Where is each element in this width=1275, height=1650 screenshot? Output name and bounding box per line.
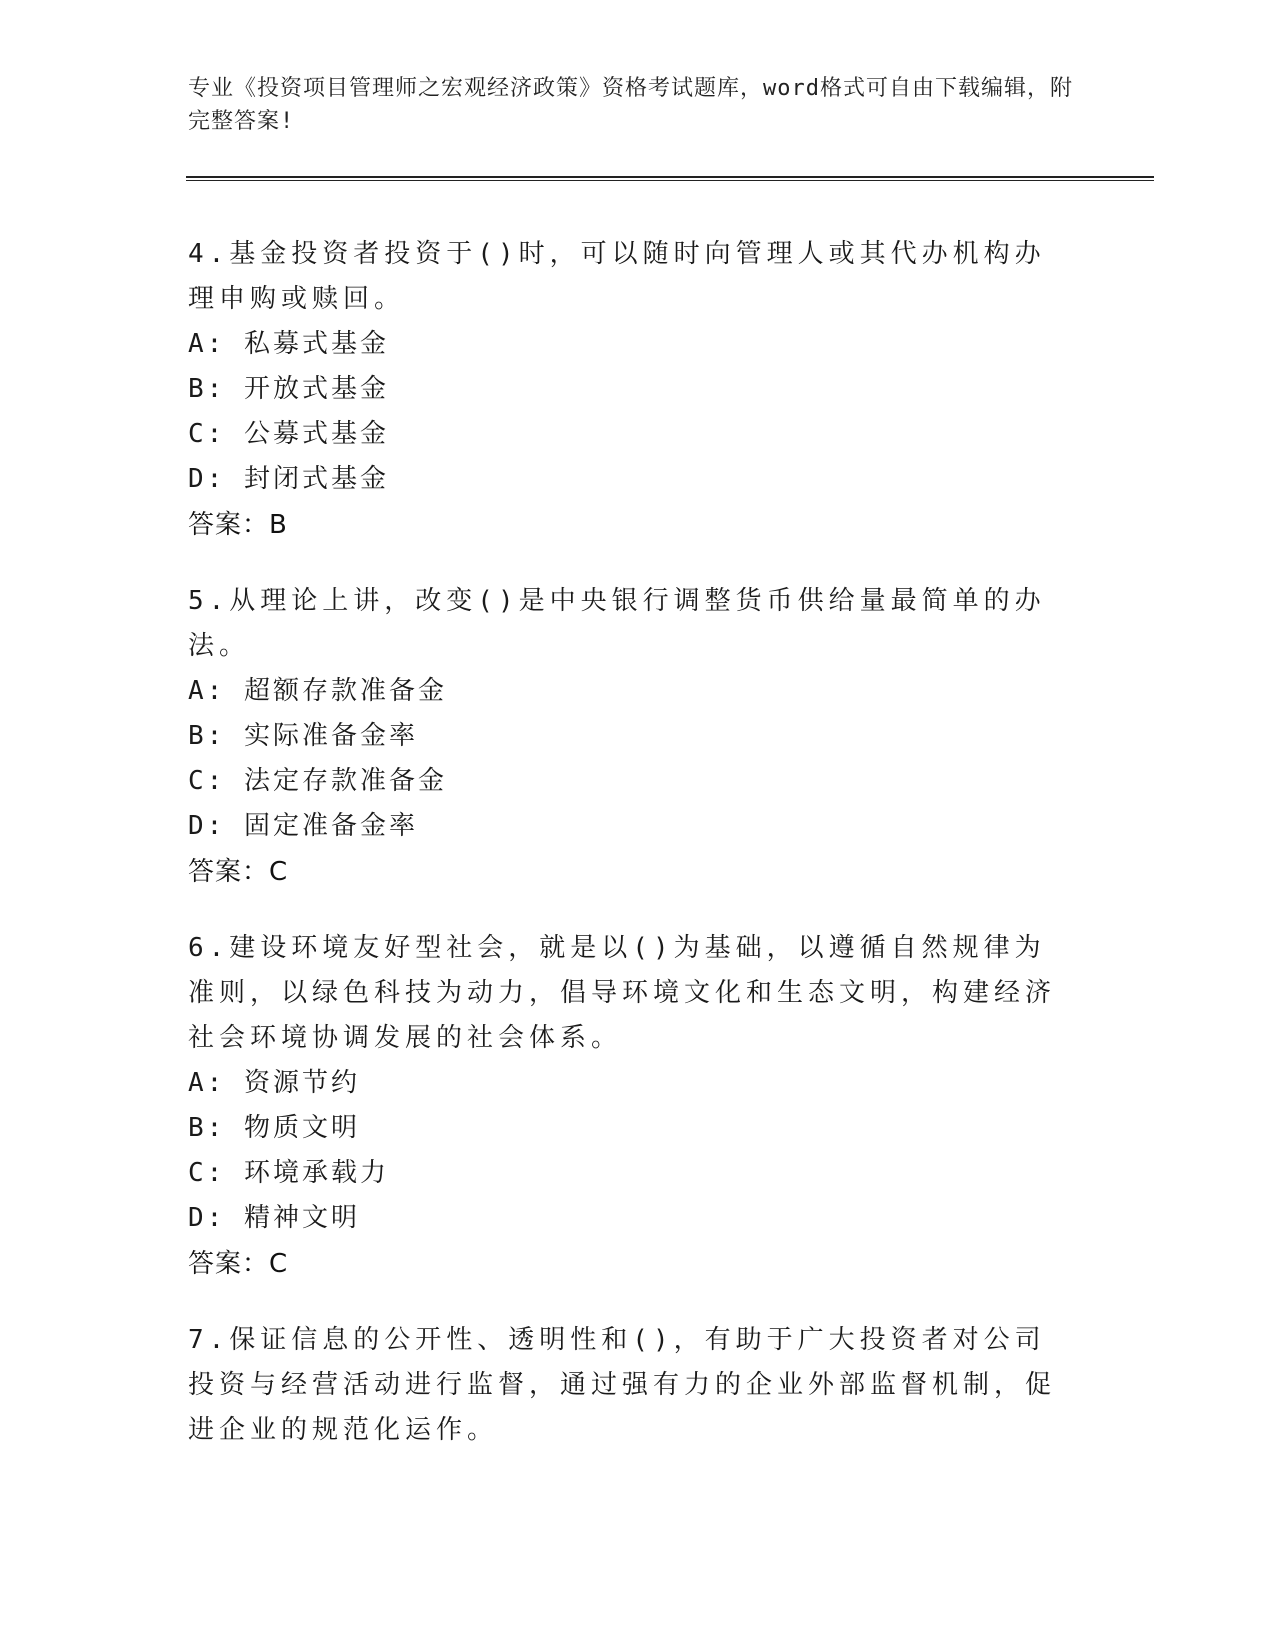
option-c: C: 公募式基金 (188, 419, 389, 449)
option-d: D: 固定准备金率 (188, 811, 418, 841)
question-5 (188, 579, 1068, 895)
question-6 (188, 926, 1068, 1287)
option-b: B: 开放式基金 (188, 374, 389, 404)
option-b: B: 物质文明 (188, 1113, 360, 1143)
question-7 (188, 1318, 1068, 1453)
question-text: 5.从理论上讲，改变()是中央银行调整货币供给量最简单的办法。 (188, 586, 1046, 661)
option-d: D: 封闭式基金 (188, 464, 389, 494)
question-text: 7.保证信息的公开性、透明性和()，有助于广大投资者对公司投资与经营活动进行监督，通过强有力的企业外部监督机制，促进企业的规范化运作。 (188, 1325, 1057, 1445)
question-text: 6.建设环境友好型社会，就是以()为基础，以遵循自然规律为准则，以绿色科技为动力，倡导环境文化和生态文明，构建经济社会环境协调发展的社会体系。 (188, 933, 1057, 1053)
question-4 (188, 232, 1068, 548)
option-c: C: 环境承载力 (188, 1158, 389, 1188)
option-a: A: 资源节约 (188, 1068, 360, 1098)
header-divider (186, 176, 1154, 181)
answer-line: 答案：C (188, 1249, 289, 1279)
answer-line: 答案：C (188, 857, 289, 887)
answer-line: 答案：B (188, 510, 288, 540)
option-a: A: 超额存款准备金 (188, 676, 447, 706)
option-d: D: 精神文明 (188, 1203, 360, 1233)
option-c: C: 法定存款准备金 (188, 766, 447, 796)
document-header: 专业《投资项目管理师之宏观经济政策》资格考试题库，word格式可自由下载编辑，附完整答案! (188, 76, 1073, 134)
question-list (188, 232, 1068, 1484)
option-a: A: 私募式基金 (188, 329, 389, 359)
option-b: B: 实际准备金率 (188, 721, 418, 751)
question-text: 4.基金投资者投资于()时，可以随时向管理人或其代办机构办理申购或赎回。 (188, 239, 1046, 314)
